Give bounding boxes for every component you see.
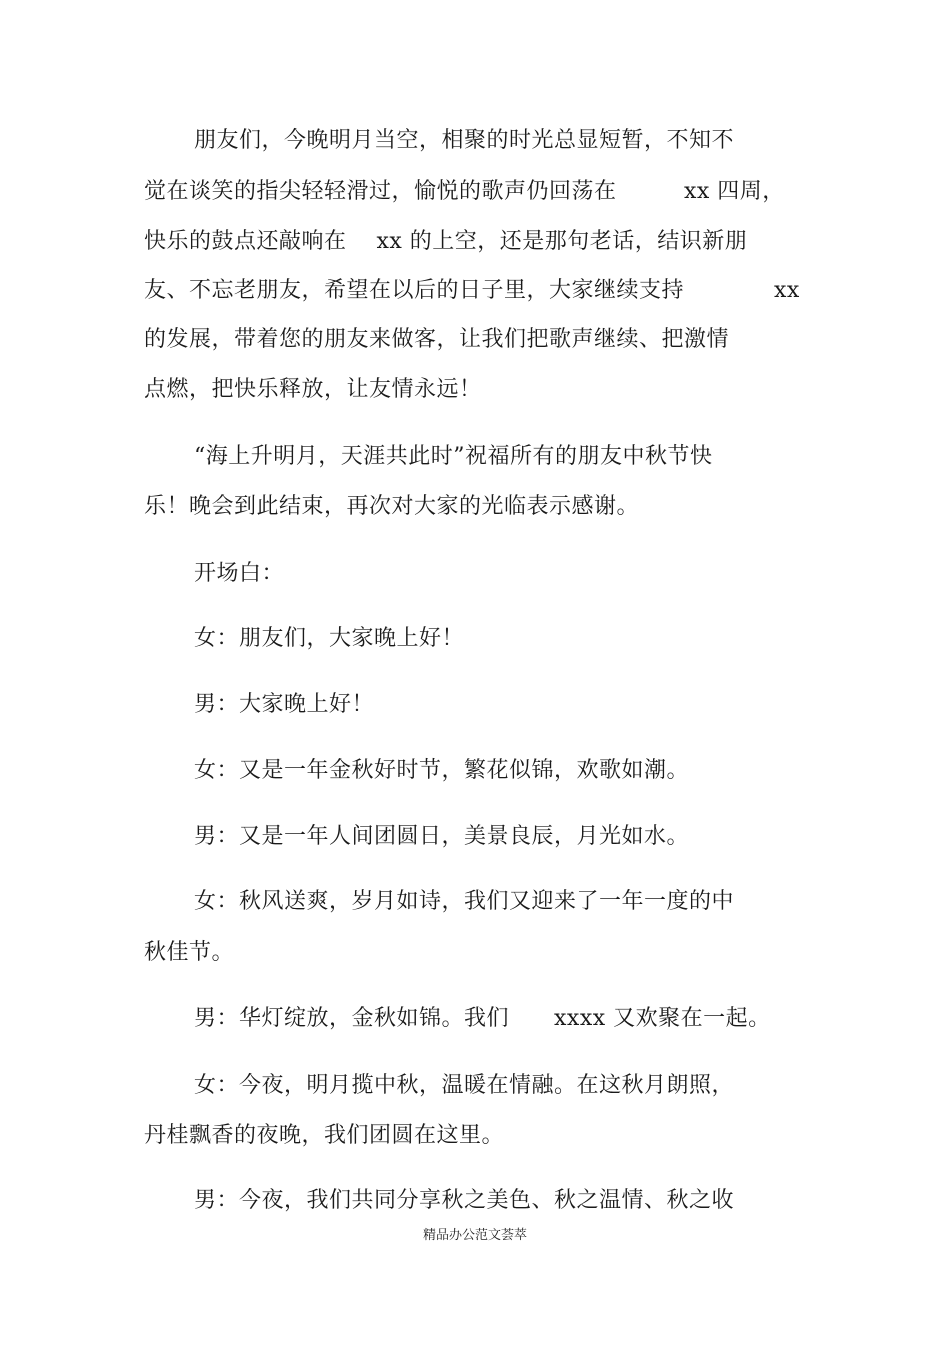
text-line: 点燃，把快乐释放，让友情永远！ [144,377,482,402]
dialogue-line: 男：今夜，我们共同分享秋之美色、秋之温情、秋之收 [194,1188,735,1213]
text-line: 丹桂飘香的夜晚，我们团圆在这里。 [144,1123,505,1148]
text-line: 秋佳节。 [144,940,235,965]
page-footer: 精品办公范文荟萃 [422,1228,527,1243]
text-line: 友、不忘老朋友，希望在以后的日子里，大家继续支持 xx [144,278,800,303]
text-line: 的发展，带着您的朋友来做客，让我们把歌声继续、把激情 [144,327,730,352]
text-line: 乐！晚会到此结束，再次对大家的光临表示感谢。 [144,494,640,519]
dialogue-line: 男：大家晚上好！ [194,692,375,717]
dialogue-line: 女：秋风送爽，岁月如诗，我们又迎来了一年一度的中 [194,889,735,914]
dialogue-line: 女：今夜，明月揽中秋，温暖在情融。在这秋月朗照， [194,1073,735,1098]
dialogue-line: 女：又是一年金秋好时节，繁花似锦，欢歌如潮。 [194,758,690,783]
section-heading: 开场白： [194,561,285,586]
text-line: 朋友们，今晚明月当空，相聚的时光总显短暂，不知不 [194,128,735,153]
text-line: “海上升明月，天涯共此时”祝福所有的朋友中秋节快 [194,444,713,469]
text-line: 觉在谈笑的指尖轻轻滑过，愉悦的歌声仍回荡在 xx 四周， [144,179,785,204]
dialogue-line: 女：朋友们，大家晚上好！ [194,626,465,651]
dialogue-line: 男：又是一年人间团圆日，美景良辰，月光如水。 [194,824,690,849]
text-line: 快乐的鼓点还敲响在 xx 的上空，还是那句老话，结识新朋 [144,229,748,254]
dialogue-line: 男：华灯绽放，金秋如锦。我们 xxxx 又欢聚在一起。 [194,1006,771,1031]
